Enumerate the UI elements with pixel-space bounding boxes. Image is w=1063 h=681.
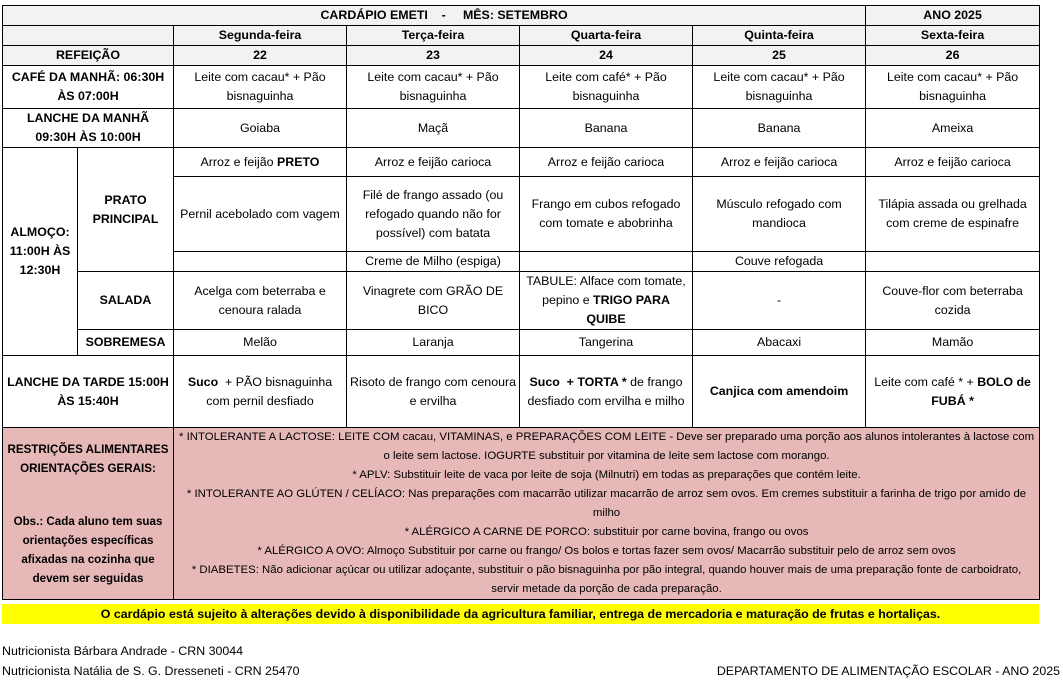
prato-principal-label: PRATO PRINCIPAL	[78, 148, 174, 272]
main-wed: Frango em cubos refogado com tomate e abobrinha	[520, 177, 693, 252]
restricao-lactose: * INTOLERANTE A LACTOSE: LEITE COM cacau, VITAMINAS, e PREPARAÇÕES COM LEITE - Deve ser preparado uma porção aos alunos intolerantes à lactose com o leite sem lactose. IOGURTE substituir por vitamina de leite sem lactose com morango.	[179, 431, 1035, 462]
menu-year: ANO 2025	[866, 6, 1040, 26]
lanche-manha-label: LANCHE DA MANHÃ 09:30H ÀS 10:00H	[3, 109, 174, 148]
base-fri: Arroz e feijão carioca	[866, 148, 1040, 177]
restricao-aplv: * APLV: Substituir leite de vaca por leite de soja (Milnutri) em todas as preparações que contém leite.	[352, 469, 861, 481]
sobremesa-mon: Melão	[174, 330, 347, 356]
cafe-mon: Leite com cacau* + Pão bisnaguinha	[174, 66, 347, 109]
cafe-fri: Leite com cacau* + Pão bisnaguinha	[866, 66, 1040, 109]
restricao-porco: * ALÉRGICO A CARNE DE PORCO: substituir por carne bovina, frango ou ovos	[404, 526, 809, 538]
lanche-tarde-fri: Leite com café * + BOLO de FUBÁ *	[866, 356, 1040, 428]
main-thu: Músculo refogado com mandioca	[693, 177, 866, 252]
lanche-tarde-thu: Canjica com amendoim	[693, 356, 866, 428]
restricoes-title-cell	[3, 428, 174, 600]
day-num-thu: 25	[693, 46, 866, 66]
base-thu: Arroz e feijão carioca	[693, 148, 866, 177]
nutritionist-2: Nutricionista Natália de S. G. Dresseneti - CRN 25470	[2, 664, 300, 678]
extra-thu: Couve refogada	[693, 252, 866, 272]
salada-label: SALADA	[78, 272, 174, 330]
day-name-wed: Quarta-feira	[520, 26, 693, 46]
lanche-manha-fri: Ameixa	[866, 109, 1040, 148]
corner-cell	[3, 26, 174, 46]
department-footer: DEPARTAMENTO DE ALIMENTAÇÃO ESCOLAR - ANO 2025	[716, 664, 1060, 678]
cafe-wed: Leite com café* + Pão bisnaguinha	[520, 66, 693, 109]
day-name-thu: Quinta-feira	[693, 26, 866, 46]
salada-fri: Couve-flor com beterraba cozida	[866, 272, 1040, 330]
day-num-wed: 24	[520, 46, 693, 66]
cafe-tue: Leite com cacau* + Pão bisnaguinha	[347, 66, 520, 109]
lanche-manha-tue: Maçã	[347, 109, 520, 148]
main-mon: Pernil acebolado com vagem	[174, 177, 347, 252]
base-tue: Arroz e feijão carioca	[347, 148, 520, 177]
restricoes-list	[174, 428, 1040, 600]
day-name-fri: Sexta-feira	[866, 26, 1040, 46]
base-mon: Arroz e feijão PRETO	[174, 148, 347, 177]
salada-mon: Acelga com beterraba e cenoura ralada	[174, 272, 347, 330]
restricoes-title: RESTRIÇÕES ALIMENTARES ORIENTAÇÕES GERAIS:	[7, 442, 169, 475]
sobremesa-wed: Tangerina	[520, 330, 693, 356]
cafe-label: CAFÉ DA MANHÃ: 06:30H ÀS 07:00H	[3, 66, 174, 109]
lanche-manha-wed: Banana	[520, 109, 693, 148]
lanche-tarde-tue: Risoto de frango com cenoura e ervilha	[347, 356, 520, 428]
extra-tue: Creme de Milho (espiga)	[347, 252, 520, 272]
lanche-tarde-wed: Suco + TORTA * de frango desfiado com ervilha e milho	[520, 356, 693, 428]
base-wed: Arroz e feijão carioca	[520, 148, 693, 177]
lanche-manha-mon: Goiaba	[174, 109, 347, 148]
menu-title: CARDÁPIO EMETI - MÊS: SETEMBRO	[3, 6, 866, 26]
day-name-mon: Segunda-feira	[174, 26, 347, 46]
day-num-tue: 23	[347, 46, 520, 66]
notice-banner: O cardápio está sujeito à alterações devido à disponibilidade da agricultura familiar, entrega de mercadoria e maturação de frutas e hortaliças.	[2, 604, 1039, 624]
lanche-tarde-mon: Suco + PÃO bisnaguinha com pernil desfiado	[174, 356, 347, 428]
sobremesa-label: SOBREMESA	[78, 330, 174, 356]
meal-column-header: REFEIÇÃO	[3, 46, 174, 66]
extra-wed	[520, 252, 693, 272]
day-num-mon: 22	[174, 46, 347, 66]
salada-wed: TABULE: Alface com tomate, pepino e TRIGO PARA QUIBE	[520, 272, 693, 330]
sobremesa-thu: Abacaxi	[693, 330, 866, 356]
restricao-diabetes: * DIABETES: Não adicionar açúcar ou utilizar adoçante, substituir o pão bisnaguinha por pão integral, quando houver mais de uma preparação fonte de carboidrato, servir metade da porção de cada preparação.	[191, 564, 1022, 595]
day-num-fri: 26	[866, 46, 1040, 66]
main-tue: Filé de frango assado (ou refogado quando não for possível) com batata	[347, 177, 520, 252]
cafe-thu: Leite com cacau* + Pão bisnaguinha	[693, 66, 866, 109]
extra-fri	[866, 252, 1040, 272]
lanche-tarde-label: LANCHE DA TARDE 15:00H ÀS 15:40H	[3, 356, 174, 428]
nutritionist-1: Nutricionista Bárbara Andrade - CRN 30044	[2, 644, 244, 658]
sobremesa-tue: Laranja	[347, 330, 520, 356]
restricao-ovo: * ALÉRGICO A OVO: Almoço Substituir por carne ou frango/ Os bolos e tortas fazer sem ovos/ Macarrão substituir pelo de arroz sem ovos	[257, 545, 956, 557]
almoco-label: ALMOÇO: 11:00H ÀS 12:30H	[3, 148, 78, 356]
lanche-manha-thu: Banana	[693, 109, 866, 148]
extra-mon	[174, 252, 347, 272]
salada-tue: Vinagrete com GRÃO DE BICO	[347, 272, 520, 330]
sobremesa-fri: Mamão	[866, 330, 1040, 356]
menu-table	[2, 5, 1040, 600]
salada-thu: -	[693, 272, 866, 330]
restricoes-obs: Obs.: Cada aluno tem suas orientações específicas afixadas na cozinha que devem ser seguidas	[13, 514, 163, 585]
restricao-gluten: * INTOLERANTE AO GLÚTEN / CELÍACO: Nas preparações com macarrão utilizar macarrão de arroz sem ovos. Em cremes substituir a farinha de trigo por amido de milho	[186, 488, 1027, 519]
main-fri: Tilápia assada ou grelhada com creme de espinafre	[866, 177, 1040, 252]
day-name-tue: Terça-feira	[347, 26, 520, 46]
